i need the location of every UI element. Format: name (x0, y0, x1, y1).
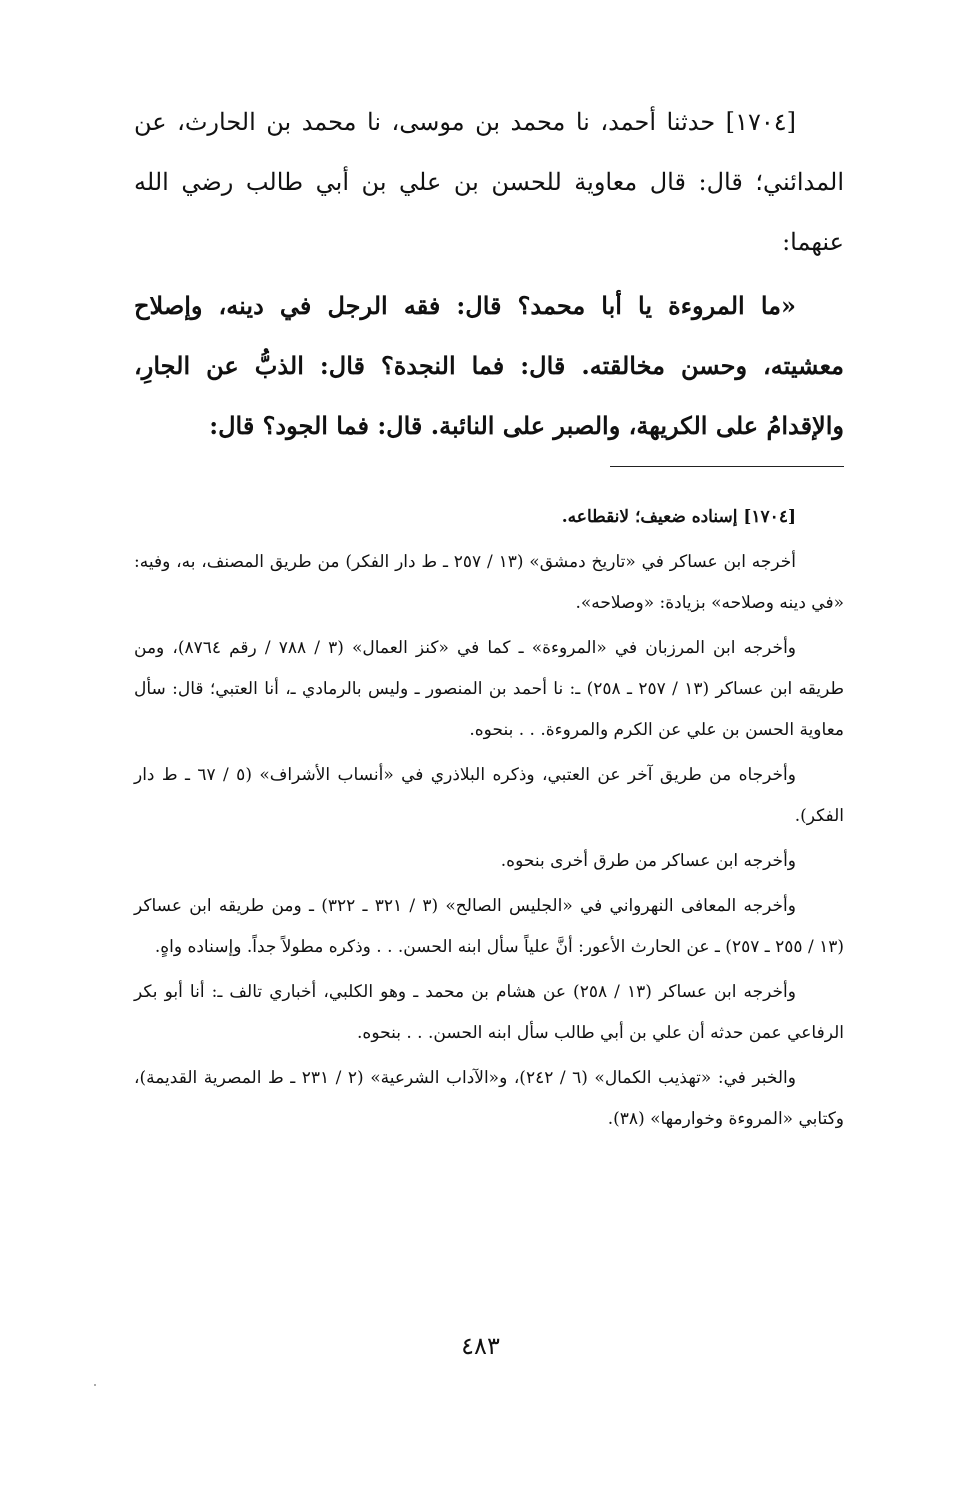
scan-artifact (94, 1384, 96, 1386)
hadith-intro: [١٧٠٤] حدثنا أحمد، نا محمد بن موسى، نا محمد بن الحارث، عن المدائني؛ قال: قال معاوية للحسن بن علي بن أبي طالب رضي الله عنهما: (134, 108, 844, 256)
footnote-divider (610, 466, 844, 467)
footnote-paragraph: وأخرجه ابن عساكر (١٣ / ٢٥٨) عن هشام بن محمد ـ وهو الكلبي، أخباري تالف ـ: أنا أبو بكر الرفاعي عمن حدثه أن علي بن أبي طالب سأل ابنه الحسن. . . بنحوه. (134, 982, 844, 1043)
hadith-quote: «ما المروءة يا أبا محمد؟ قال: فقه الرجل في دينه، وإصلاح معشيته، وحسن مخالقته. قال: فما النجدة؟ قال: الذبُّ عن الجارِ، والإقدامُ على الكريهة، والصبر على النائبة. قال: فما الجود؟ قال: (134, 291, 844, 440)
page-number: ٤٨٣ (461, 1332, 500, 1360)
footnote-paragraph: وأخرجه المعافى النهرواني في «الجليس الصالح» (٣ / ٣٢١ ـ ٣٢٢) ـ ومن طريقه ابن عساكر (١٣ / ٢٥٥ ـ ٢٥٧) ـ عن الحارث الأعور: أنَّ علياً سأل ابنه الحسن. . . وذكره مطولاً جداً. وإسناده واهٍ. (134, 896, 844, 957)
footnote-paragraph: وأخرجه ابن المرزبان في «المروءة» ـ كما في «كنز العمال» (٣ / ٧٨٨ / رقم ٨٧٦٤)، ومن طريقه ابن عساكر (١٣ / ٢٥٧ ـ ٢٥٨) ـ: نا أحمد بن المنصور ـ وليس بالرمادي ـ، أنا العتبي؛ قال: سأل معاوية الحسن بن علي عن الكرم والمروءة. . . بنحوه. (134, 638, 844, 740)
footnote-paragraph: وأخرجه ابن عساكر من طرق أخرى بنحوه. (500, 851, 796, 871)
footnote-paragraph: أخرجه ابن عساكر في «تاريخ دمشق» (١٣ / ٢٥٧ ـ ط دار الفكر) من طريق المصنف، به، وفيه: «في دينه وصلاحه» بزيادة: «وصلاحه». (134, 552, 844, 613)
footnote-paragraph: والخبر في: «تهذيب الكمال» (٦ / ٢٤٢)، و«الآداب الشرعية» (٢ / ٢٣١ ـ ط المصرية القديمة)، وكتابي «المروءة وخوارمها» (٣٨). (134, 1068, 844, 1129)
footnote-paragraph: وأخرجاه من طريق آخر عن العتبي، وذكره البلاذري في «أنساب الأشراف» (٥ / ٦٧ ـ ط دار الفكر). (134, 765, 844, 826)
footnotes (134, 497, 844, 1144)
footnote-heading: [١٧٠٤] إسناده ضعيف؛ لانقطاعه. (561, 507, 796, 527)
